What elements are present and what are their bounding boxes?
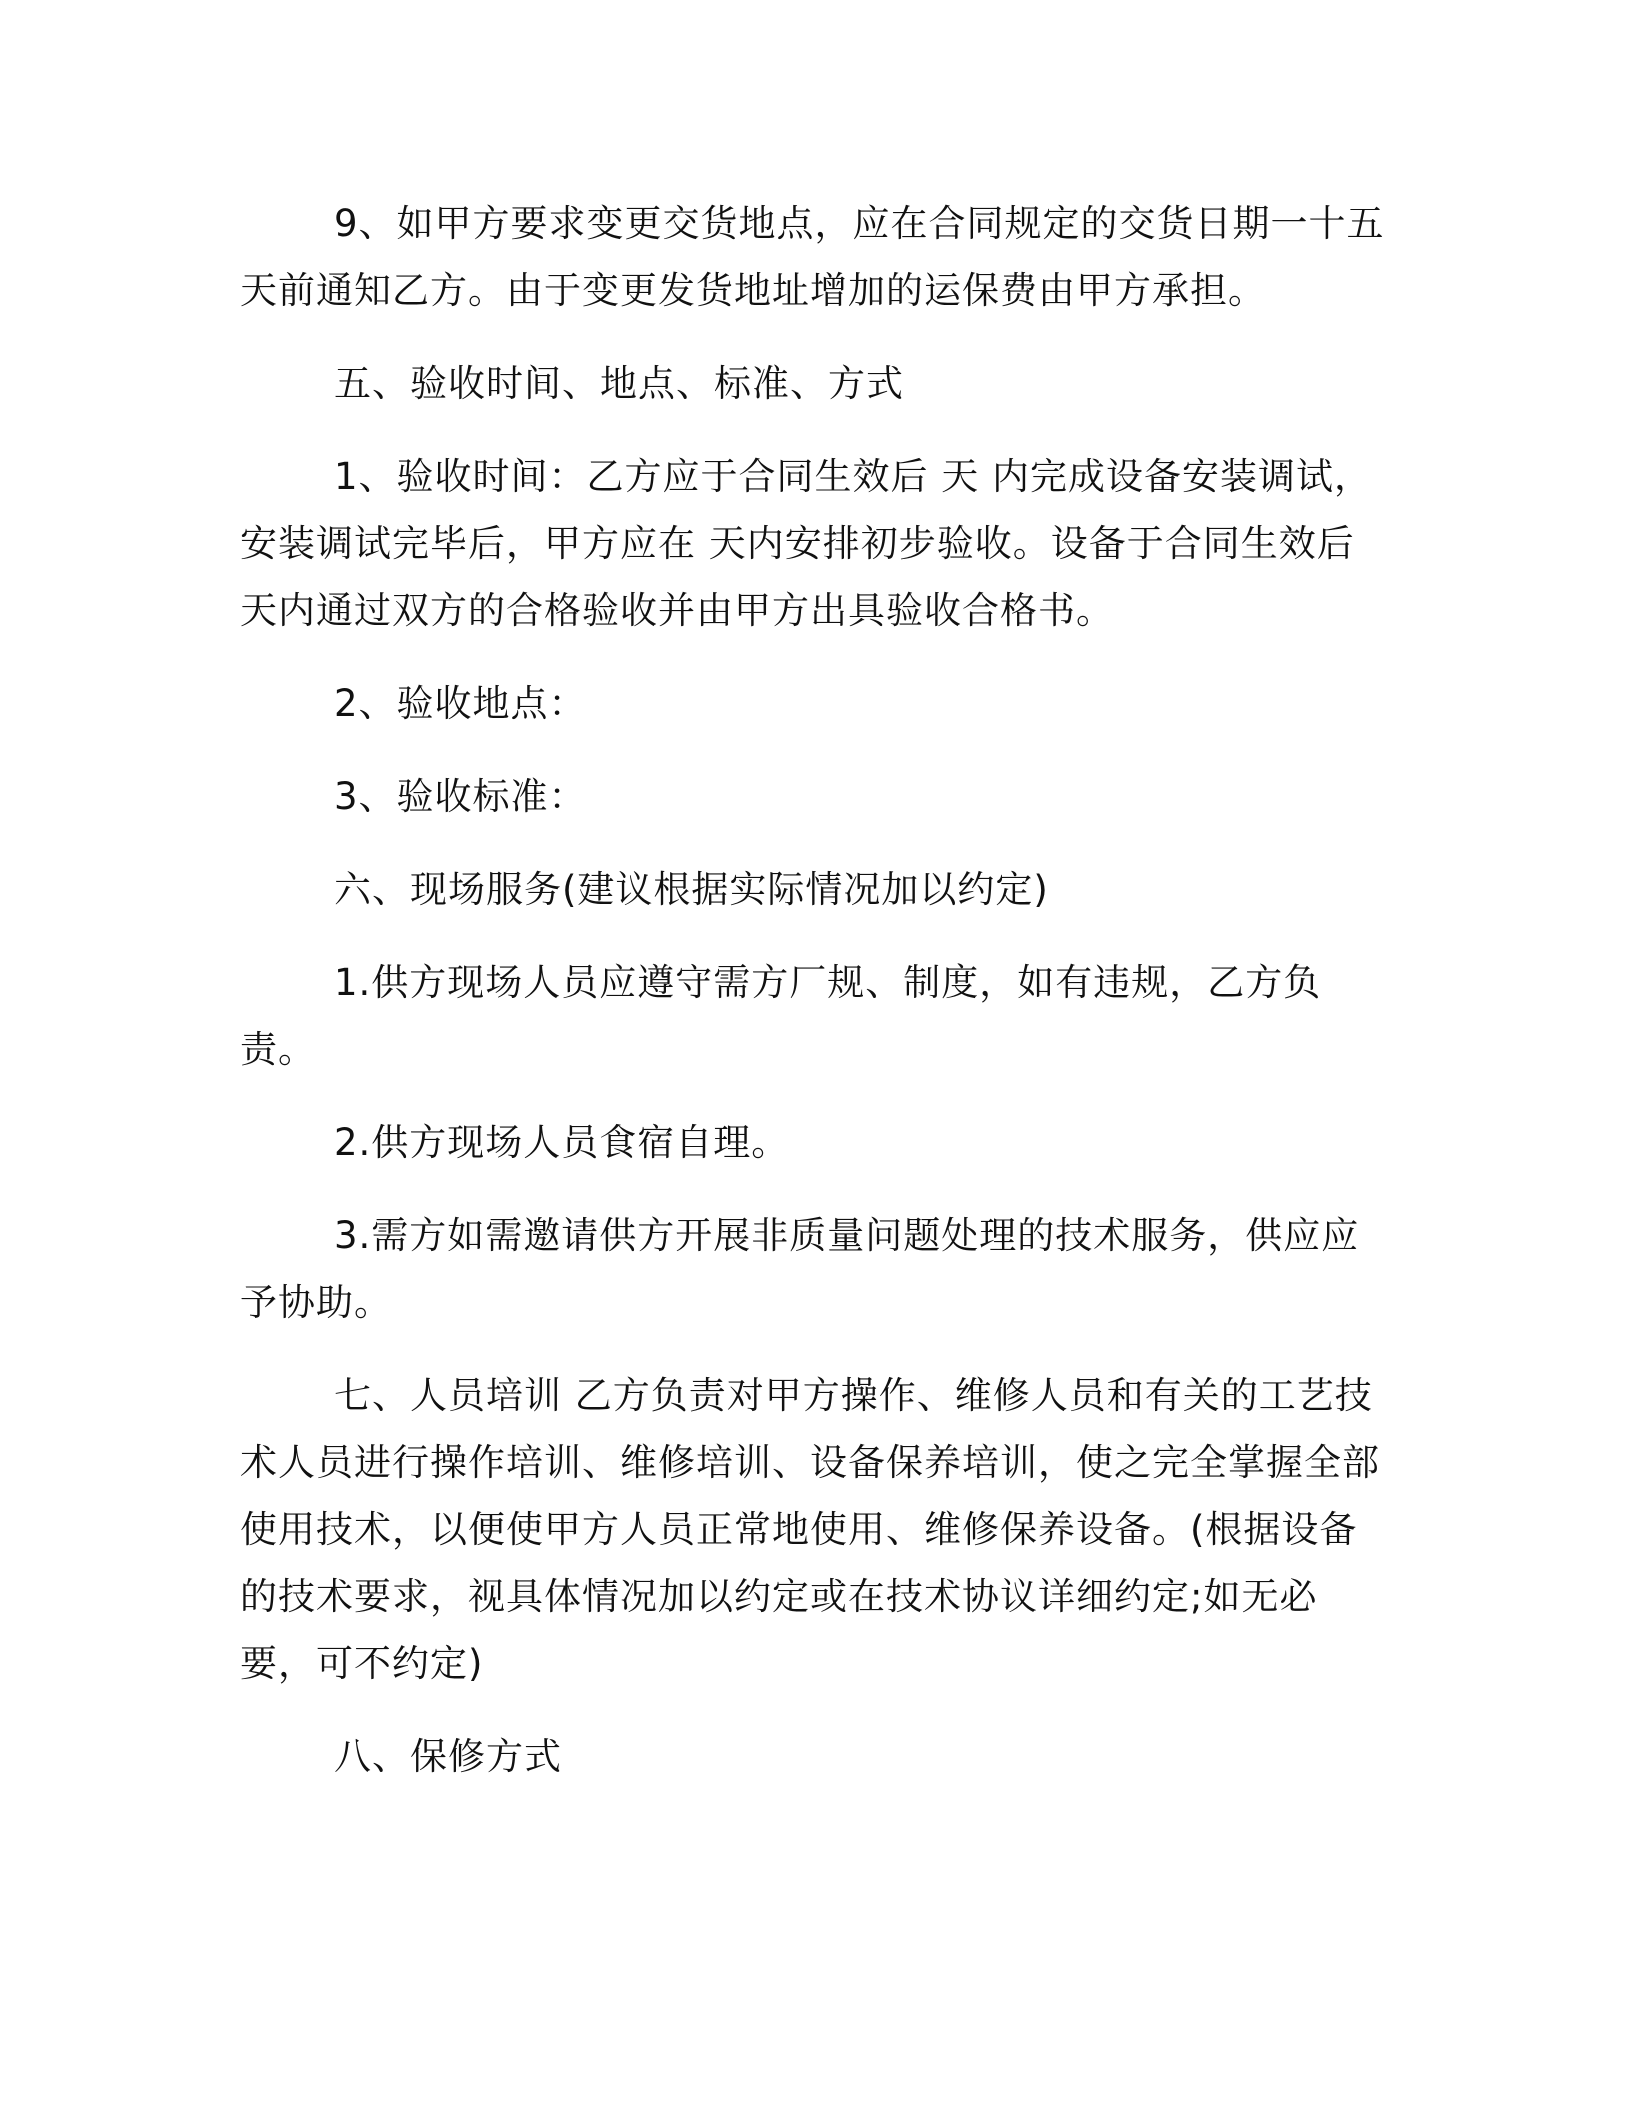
onsite-rule-2: 2.供方现场人员食宿自理。 [334, 1121, 790, 1164]
onsite-rule-3: 3.需方如需邀请供方开展非质量问题处理的技术服务，供应应予协助。 [240, 1214, 1360, 1324]
acceptance-location-clause: 2、验收地点： [334, 682, 587, 725]
acceptance-standard-clause: 3、验收标准： [334, 775, 587, 818]
clause-9-delivery-change: 9、如甲方要求变更交货地点，应在合同规定的交货日期一十五天前通知乙方。由于变更发货地址增加的运保费由甲方承担。 [240, 202, 1385, 312]
onsite-rule-1: 1.供方现场人员应遵守需方厂规、制度，如有违规，乙方负责。 [240, 961, 1322, 1071]
acceptance-time-clause: 1、验收时间：乙方应于合同生效后 天 内完成设备安装调试，安装调试完毕后，甲方应在 天内安排初步验收。设备于合同生效后 天内通过双方的合格验收并由甲方出具验收合格书。 [240, 455, 1373, 632]
section-6-heading: 六、现场服务(建议根据实际情况加以约定) [334, 868, 1049, 911]
document-body [240, 190, 1390, 1790]
section-7-training: 七、人员培训 乙方负责对甲方操作、维修人员和有关的工艺技术人员进行操作培训、维修培训、设备保养培训，使之完全掌握全部使用技术，以便使甲方人员正常地使用、维修保养设备。(根据设备的技术要求，视具体情况加以约定或在技术协议详细约定;如无必要，可不约定) [240, 1374, 1380, 1685]
section-8-heading: 八、保修方式 [334, 1735, 562, 1778]
section-5-heading: 五、验收时间、地点、标准、方式 [334, 362, 904, 405]
